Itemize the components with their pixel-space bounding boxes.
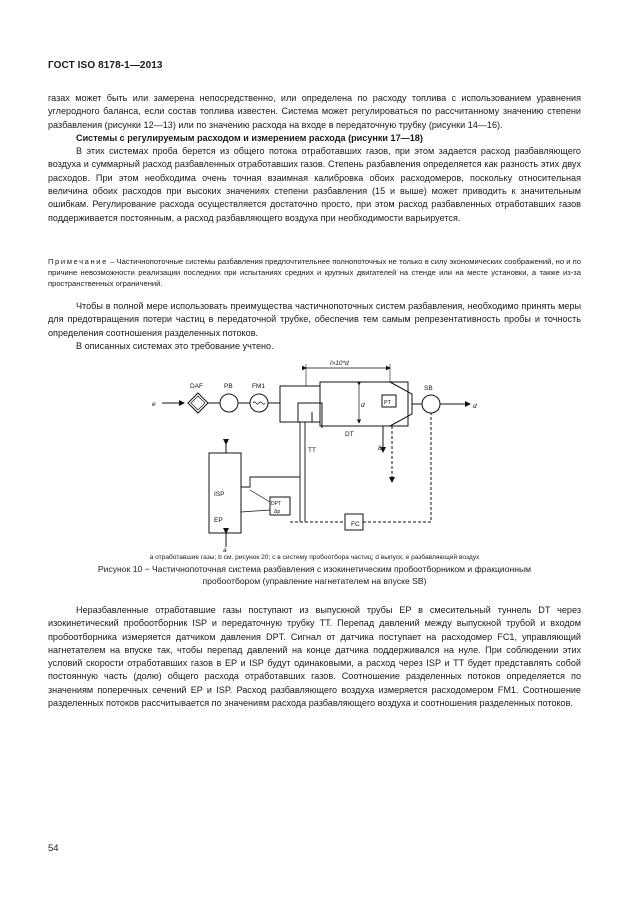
tunnel-outlet	[390, 382, 412, 426]
label-isp: ISP	[214, 491, 225, 498]
label-outlet-d: d	[473, 403, 477, 410]
isp-probe	[241, 477, 300, 487]
body-text-bottom	[48, 604, 581, 710]
pb-symbol	[220, 394, 238, 412]
body-text-middle	[48, 300, 581, 353]
label-pb: PB	[224, 383, 233, 390]
paragraph: газах может быть или замерена непосредственно, или определена по расходу топлива с использованием уравнения углеродного баланса, если состав топлива известен. Система может регулироваться по рассчитанному значению степени разбавления (рисунки 12—13) или по значению расхода на входе в передаточную трубку (рисунки 14—16).	[48, 93, 581, 130]
note	[48, 256, 581, 290]
label-dpt: DPT	[271, 501, 281, 507]
label-pt: PT	[384, 400, 392, 406]
body-text-top	[48, 92, 581, 225]
label-dt: DT	[345, 431, 354, 438]
label-ep: EP	[214, 517, 223, 524]
label-tt: TT	[308, 447, 316, 454]
label-fc: FC	[351, 521, 360, 528]
note-label: Примечание	[48, 257, 108, 266]
note-text: – Частичнопоточные системы разбавления предпочтительнее полнопоточных не только в силу экономических соображений, но и по причине невозможности реализации последних при испытаниях средних и крупных двигателей на стенде или на месте установки, а также из-за пространственных ограничений.	[48, 257, 581, 289]
page-number: 54	[48, 843, 59, 854]
label-sb: SB	[424, 385, 433, 392]
label-b: b	[378, 445, 382, 452]
label-a: a	[223, 547, 227, 552]
document-id: ГОСТ ISO 8178-1—2013	[48, 60, 163, 71]
system-diagram	[140, 352, 510, 552]
caption-line: пробоотбором (управление нагнетателем на впуске SB)	[202, 575, 427, 586]
paragraph: В этих системах проба берется из общего потока отработавших газов, при этом задается расход разбавляющего воздуха и суммарный расход разбавленных отработавших газов. Степень разбавления определяется как разность этих двух расходов. При этом необходима очень точная взаимная калибровка обоих расходомеров, поскольку относительная величина обоих расходов при высоких значениях степени разбавления (15 и выше) может приводить к значительным ошибкам. Регулирование расхода осуществляется достаточно просто, при этом расход разбавленных отработавших газов поддерживается постоянным, а расход разбавляющего воздуха при необходимости варьируется.	[48, 146, 581, 223]
label-length: l>10*d	[330, 360, 349, 367]
figure-legend: а отработавшие газы; b см. рисунок 20; с в систему пробоотбора частиц; d выпуск; е разбавляющий воздух	[149, 554, 480, 561]
figure-caption	[48, 564, 581, 587]
paragraph: Неразбавленные отработавшие газы поступают из выпускной трубы EP в смесительный туннель DT через изокинетический пробоотборник ISP и передаточную трубку TT. Перепад давлений между выпускной трубой и входом пробоотборника измеряется датчиком давления DPT. Сигнал от датчика поступает на расходомер FC1, управляющий нагнетателем на впуске так, чтобы перепад давлений на конце датчика поддерживался на нуле. При соблюдении этих условий скорости отработавших газов в EP и ISP будут одинаковыми, а расход через ISP и TT будет представлять собой постоянную часть (долю) общего расхода отработавших газов. Соотношение разделенных потоков определяется по значениям поперечных сечений EP и ISP. Расход разбавляющего воздуха измеряется расходомером FM1. Соотношение разделенных потоков рассчитывается по значениям расхода разбавляющего воздуха и соотношения разделенных потоков.	[48, 605, 581, 709]
mixing-chamber	[280, 386, 320, 422]
label-daf: DAF	[190, 383, 203, 390]
label-fm1: FM1	[252, 383, 265, 390]
label-diameter: d	[361, 402, 365, 409]
paragraph: Чтобы в полной мере использовать преимущества частичнопоточных систем разбавления, необходимо принять меры для предотвращения потери частиц в передаточной трубке, обеспечив тем самым репрезентативность пробы и точность определения соотношения разделенных потоков.	[48, 301, 581, 338]
sb-symbol	[422, 395, 440, 413]
paragraph: В описанных системах это требование учтено.	[76, 340, 274, 351]
label-c: c	[390, 475, 394, 482]
label-e: e	[152, 401, 156, 408]
section-heading: Системы с регулируемым расходом и измерением расхода (рисунки 17—18)	[76, 132, 423, 143]
caption-line: Рисунок 10 − Частичнопоточная система разбавления с изокинетическим пробоотборником и фракционным	[97, 564, 532, 574]
label-dp: Δp	[274, 509, 281, 515]
